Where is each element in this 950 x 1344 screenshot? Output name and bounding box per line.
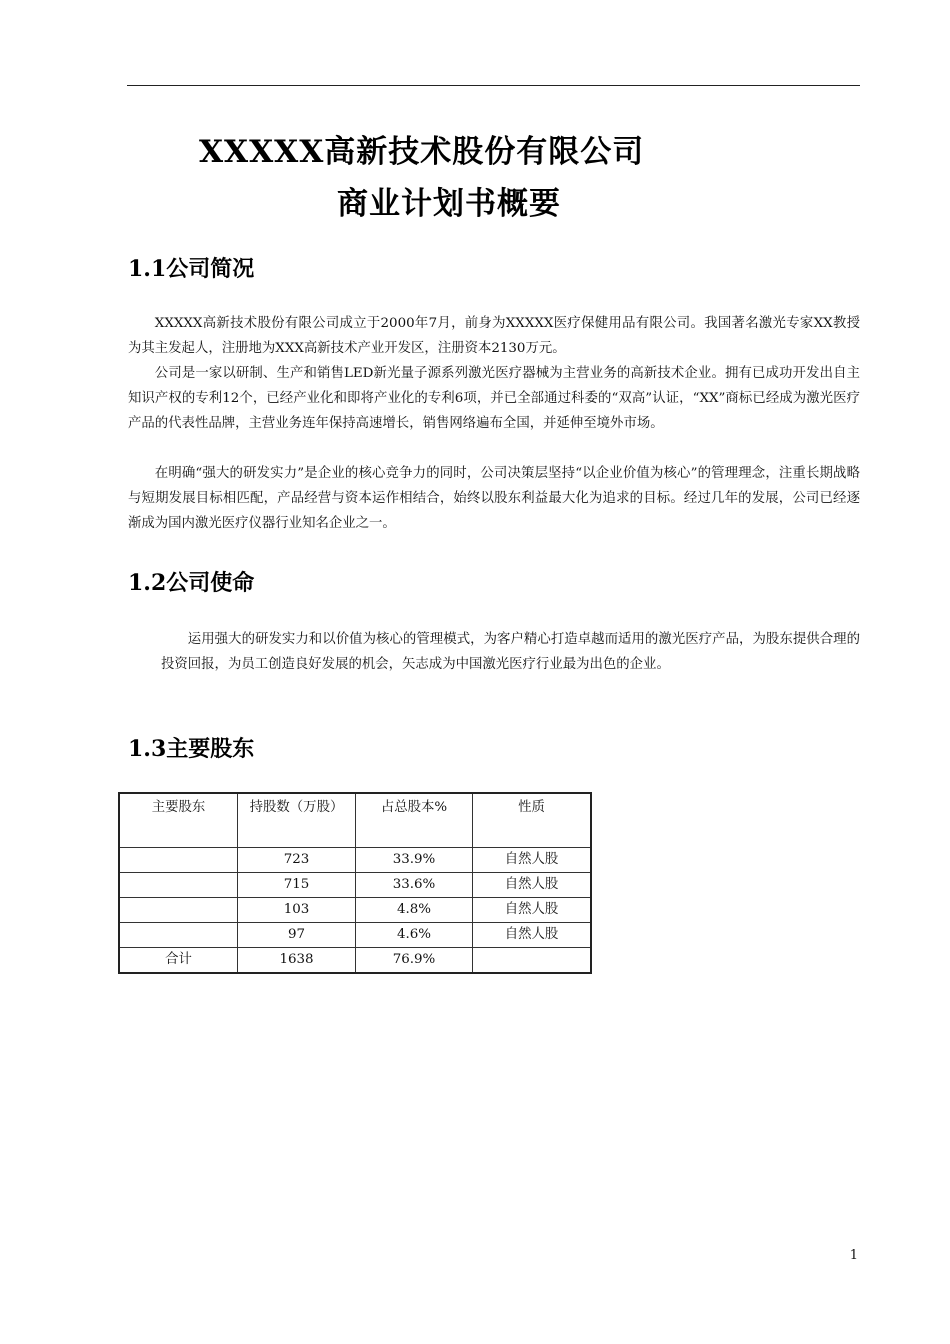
overview-paragraph-3: 在明确“强大的研发实力”是企业的核心竞争力的同时，公司决策层坚持“以企业价值为核心”的管理理念，注重长期战略与短期发展目标相匹配，产品经营与资本运作相结合，始终以股东利益最大化为追求的目标。经过几年的发展，公司已经逐渐成为国内激光医疗仪器行业知名企业之一。 <box>128 466 860 531</box>
cell-nature: 自然人股 <box>473 848 592 873</box>
header-cell-nature: 性质 <box>473 793 592 848</box>
cell-percentage: 4.8% <box>356 898 473 923</box>
cell-shareholder <box>119 873 238 898</box>
mission-paragraph: 运用强大的研发实力和以价值为核心的管理模式，为客户精心打造卓越而适用的激光医疗产品，为股东提供合理的投资回报，为员工创造良好发展的机会，矢志成为中国激光医疗行业最为出色的企业。 <box>161 632 860 672</box>
table-row <box>119 848 591 873</box>
overview-paragraph-2: 公司是一家以研制、生产和销售LED新光量子源系列激光医疗器械为主营业务的高新技术企业。拥有已成功开发出自主知识产权的专利12个，已经产业化和即将产业化的专利6项，并已全部通过科委的“双高”认证，“XX”商标已经成为激光医疗产品的代表性品牌，主营业务连年保持高速增长，销售网络遍布全国，并延伸至境外市场。 <box>128 366 860 431</box>
table-row <box>119 873 591 898</box>
header-cell-shares: 持股数（万股） <box>238 793 356 848</box>
header-rule <box>127 85 860 86</box>
cell-total-nature <box>473 948 592 974</box>
document-title: XXXXX高新技术股份有限公司 <box>199 134 645 170</box>
cell-total-percentage: 76.9% <box>356 948 473 974</box>
table-header-row <box>119 793 591 848</box>
shareholder-table <box>118 792 592 974</box>
overview-paragraph-1: XXXXX高新技术股份有限公司成立于2000年7月，前身为XXXXX医疗保健用品有限公司。我国著名激光专家XX教授为其主发起人，注册地为XXX高新技术产业开发区，注册资本2130万元。 <box>128 316 860 356</box>
table-row <box>119 923 591 948</box>
table-row <box>119 898 591 923</box>
section-heading-company-overview: 1.1公司简况 <box>128 256 255 282</box>
cell-shareholder <box>119 898 238 923</box>
cell-percentage: 4.6% <box>356 923 473 948</box>
cell-nature: 自然人股 <box>473 898 592 923</box>
section-heading-major-shareholders: 1.3主要股东 <box>128 736 255 762</box>
cell-shares: 97 <box>238 923 356 948</box>
document-subtitle: 商业计划书概要 <box>337 186 561 222</box>
cell-shares: 715 <box>238 873 356 898</box>
header-cell-percentage: 占总股本% <box>356 793 473 848</box>
header-cell-shareholder: 主要股东 <box>119 793 238 848</box>
cell-total-shares: 1638 <box>238 948 356 974</box>
cell-total-label: 合计 <box>119 948 238 974</box>
cell-nature: 自然人股 <box>473 923 592 948</box>
table-total-row <box>119 948 591 974</box>
section-heading-company-mission: 1.2公司使命 <box>128 570 255 596</box>
cell-shares: 103 <box>238 898 356 923</box>
page-number: 1 <box>849 1248 858 1263</box>
cell-shareholder <box>119 848 238 873</box>
cell-shares: 723 <box>238 848 356 873</box>
cell-percentage: 33.6% <box>356 873 473 898</box>
cell-percentage: 33.9% <box>356 848 473 873</box>
cell-nature: 自然人股 <box>473 873 592 898</box>
cell-shareholder <box>119 923 238 948</box>
